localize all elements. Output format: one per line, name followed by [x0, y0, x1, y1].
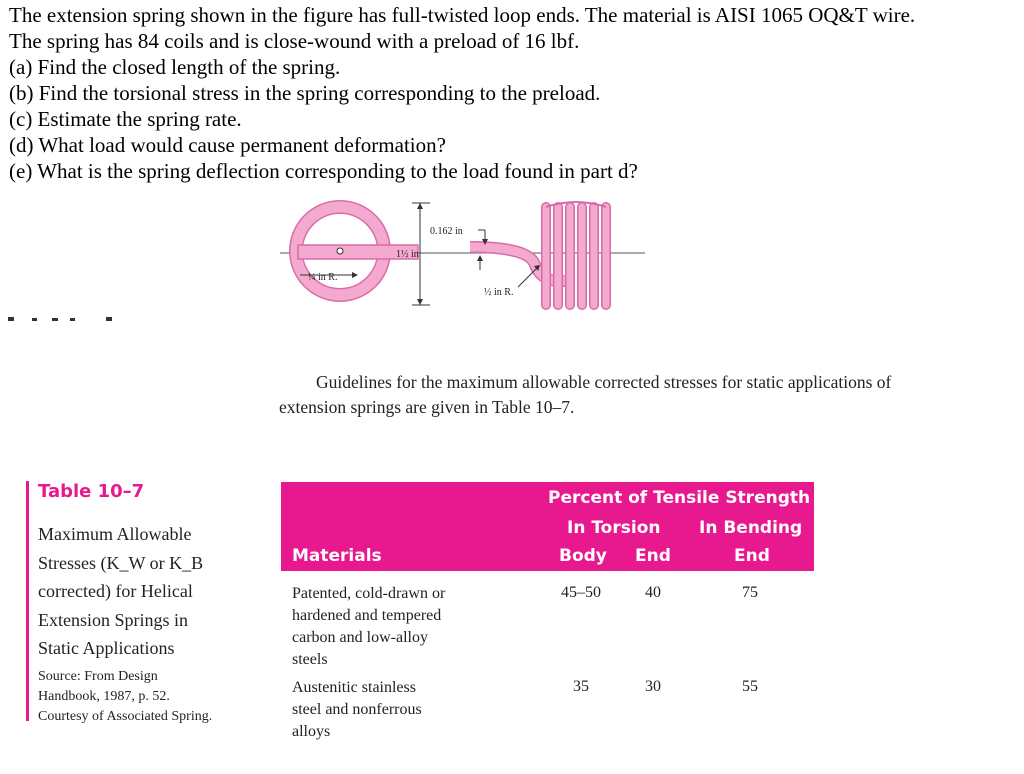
header-percent-tensile: Percent of Tensile Strength	[548, 488, 811, 508]
source-line: Source: From Design	[38, 668, 158, 684]
table-row-material	[292, 583, 445, 671]
bend-radius-label: ½ in R.	[484, 287, 514, 298]
caption-line: Stresses (K_W or K_B	[38, 552, 204, 573]
table-header	[281, 482, 814, 571]
table-source	[38, 667, 268, 727]
material-line: Austenitic stainless	[292, 679, 416, 696]
outer-diameter-label: 1½ in	[396, 249, 419, 260]
cell-torsion-end: 30	[645, 678, 661, 695]
caption-line: corrected) for Helical	[38, 581, 193, 601]
loop-radius-label: ¼ in R.	[308, 272, 338, 283]
wire-diameter-label: 0.162 in	[430, 226, 463, 237]
problem-part-e: (e) What is the spring deflection corresponding to the load found in part d?	[9, 159, 638, 183]
header-body: Body	[559, 546, 607, 566]
header-bending-end: End	[734, 546, 770, 566]
cell-torsion-end: 40	[645, 584, 661, 601]
guideline-line-1: Guidelines for the maximum allowable corrected stresses for static applications of	[316, 372, 892, 392]
clipped-text-fragment	[8, 308, 118, 322]
table-title: Table 10–7	[38, 481, 145, 502]
header-in-bending: In Bending	[699, 518, 803, 538]
problem-line-intro: The extension spring shown in the figure has full-twisted loop ends. The material is AISI 1065 OQ&T wire.	[9, 3, 916, 27]
header-torsion-end: End	[635, 546, 671, 566]
problem-part-a: (a) Find the closed length of the spring.	[9, 55, 341, 79]
source-line: Handbook, 1987, p. 52.	[38, 688, 170, 704]
cell-torsion-body: 45–50	[561, 584, 601, 601]
cell-bending-end: 75	[742, 584, 758, 601]
material-line: hardened and tempered	[292, 607, 442, 624]
material-line: Patented, cold-drawn or	[292, 585, 446, 602]
table-row-material	[292, 677, 422, 743]
cell-torsion-body: 35	[573, 678, 589, 695]
problem-statement	[9, 2, 1014, 184]
caption-line: Extension Springs in	[38, 609, 189, 630]
header-in-torsion: In Torsion	[567, 518, 661, 538]
problem-part-b: (b) Find the torsional stress in the spring corresponding to the preload.	[9, 81, 601, 105]
extension-spring-figure	[280, 195, 650, 320]
problem-part-c: (c) Estimate the spring rate.	[9, 107, 242, 131]
caption-line: Static Applications	[38, 638, 175, 658]
guideline-line-2: extension springs are given in Table 10–7.	[279, 397, 575, 417]
source-line: Courtesy of Associated Spring.	[38, 708, 213, 724]
material-line: steel and nonferrous	[292, 701, 422, 718]
material-line: carbon and low-alloy	[292, 629, 428, 646]
problem-line-coils: The spring has 84 coils and is close-wound with a preload of 16 lbf.	[9, 29, 580, 53]
caption-line: Maximum Allowable	[38, 524, 192, 544]
header-materials: Materials	[292, 546, 382, 566]
material-line: steels	[292, 651, 328, 668]
material-line: alloys	[292, 723, 331, 740]
cell-bending-end: 55	[742, 678, 758, 695]
problem-part-d: (d) What load would cause permanent deformation?	[9, 133, 446, 157]
guideline-paragraph	[279, 370, 999, 420]
table-caption-panel	[26, 481, 268, 724]
table-caption	[38, 520, 268, 663]
